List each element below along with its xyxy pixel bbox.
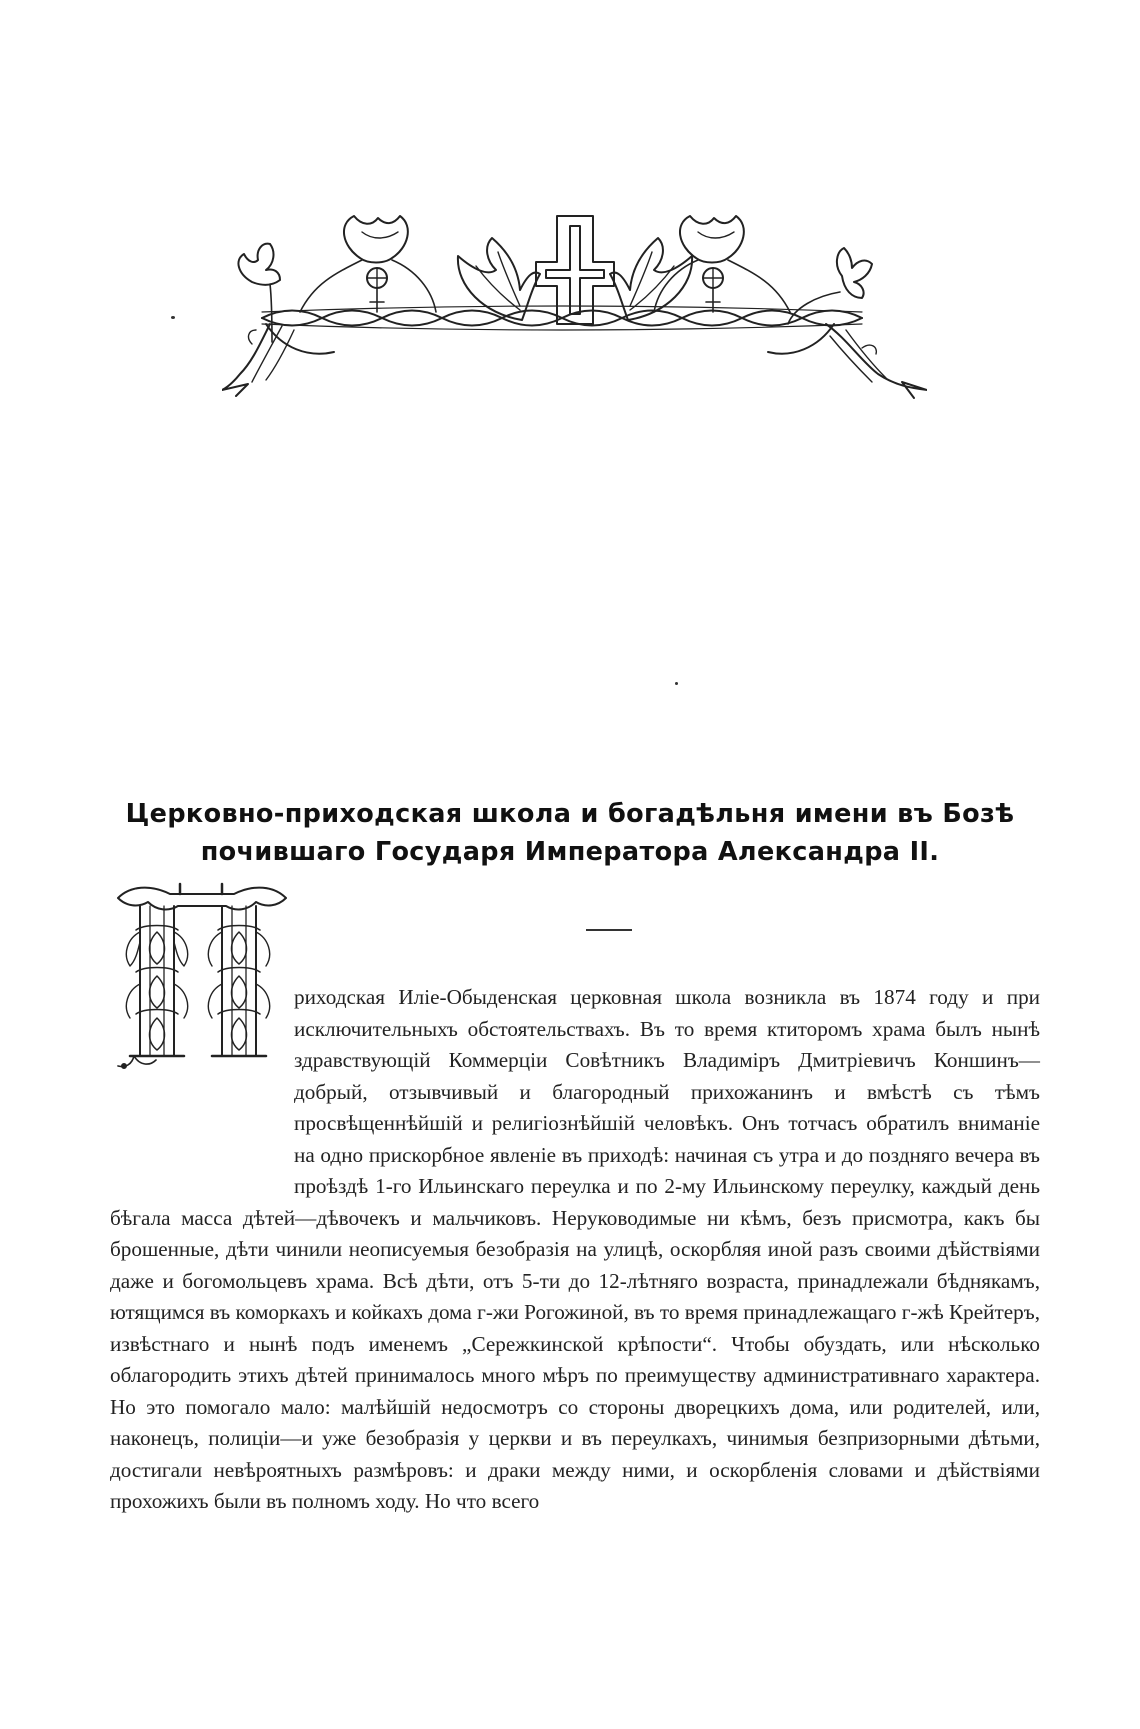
scroll-arm-left-icon: [222, 324, 334, 396]
braided-band-icon: [262, 306, 862, 330]
fleur-right-icon: [788, 248, 872, 324]
pomegranate-left-icon: [300, 216, 436, 312]
page-title: Церковно-приходская школа и богадѣльня имени въ Бозѣ почившаго Государя Императора Александра II.: [125, 799, 1015, 867]
scan-speck: [675, 682, 678, 685]
acanthus-leaf-left-icon: [458, 238, 540, 320]
scroll-arm-right-icon: [768, 324, 927, 398]
separator-rule: [586, 929, 632, 931]
scan-speck: [171, 316, 175, 319]
cross-icon: [536, 216, 614, 324]
acanthus-leaf-right-icon: [610, 238, 692, 320]
headpiece-ornament: [222, 212, 927, 432]
paragraph-text: риходская Иліе-Обыденская церковная школа возникла въ 1874 году и при исключительныхъ обстоятельствахъ. Въ то время ктиторомъ храма былъ нынѣ здравствующій Коммерціи Совѣтникъ Владиміръ Дмитріевичъ Коншинъ—добрый, отзывчивый и благородный прихожанинъ и вмѣстѣ съ тѣмъ просвѣщеннѣйшій и религіознѣйшій человѣкъ. Онъ тотчасъ обратилъ вниманіе на одно прискорбное явленіе въ приходѣ: начиная съ утра и до поздняго вечера въ проѣздѣ 1-го Ильинскаго переулка и по 2-му Ильинскому переулку, каждый день бѣгала масса дѣтей—дѣвочекъ и мальчиковъ. Неруководимые ни кѣмъ, безъ присмотра, какъ бы брошенные, дѣти чинили неописуемыя безобразія на улицѣ, оскорбляя иной разъ своими дѣйствіями даже и богомольцевъ храма. Всѣ дѣти, отъ 5-ти до 12-лѣтняго возраста, принадлежали бѣднякамъ, ютящимся въ коморкахъ и койкахъ дома г-жи Рогожиной, въ то время принадлежащаго г-жѣ Крейтеръ, извѣстнаго и нынѣ подъ именемъ „Сережкинской крѣпости“. Чтобы обуздать, или нѣсколько облагородить этихъ дѣтей принималось много мѣръ по преимуществу административнаго характера. Но это помогало мало: малѣйшій недосмотръ со стороны дворецкихъ дома, или родителей, или, наконецъ, полиціи—и уже безобразія у церкви и въ переулкахъ, чинимыя безпризорными дѣтьми, достигали невѣроятныхъ размѣровъ: и драки между ними, и оскорбленія словами и дѣйствіями прохожихъ были въ полномъ ходу. Но что всего: [110, 985, 1040, 1513]
drop-cap-space: [110, 982, 294, 1200]
fleur-left-icon: [238, 244, 280, 342]
body-paragraph: [110, 982, 1040, 1518]
